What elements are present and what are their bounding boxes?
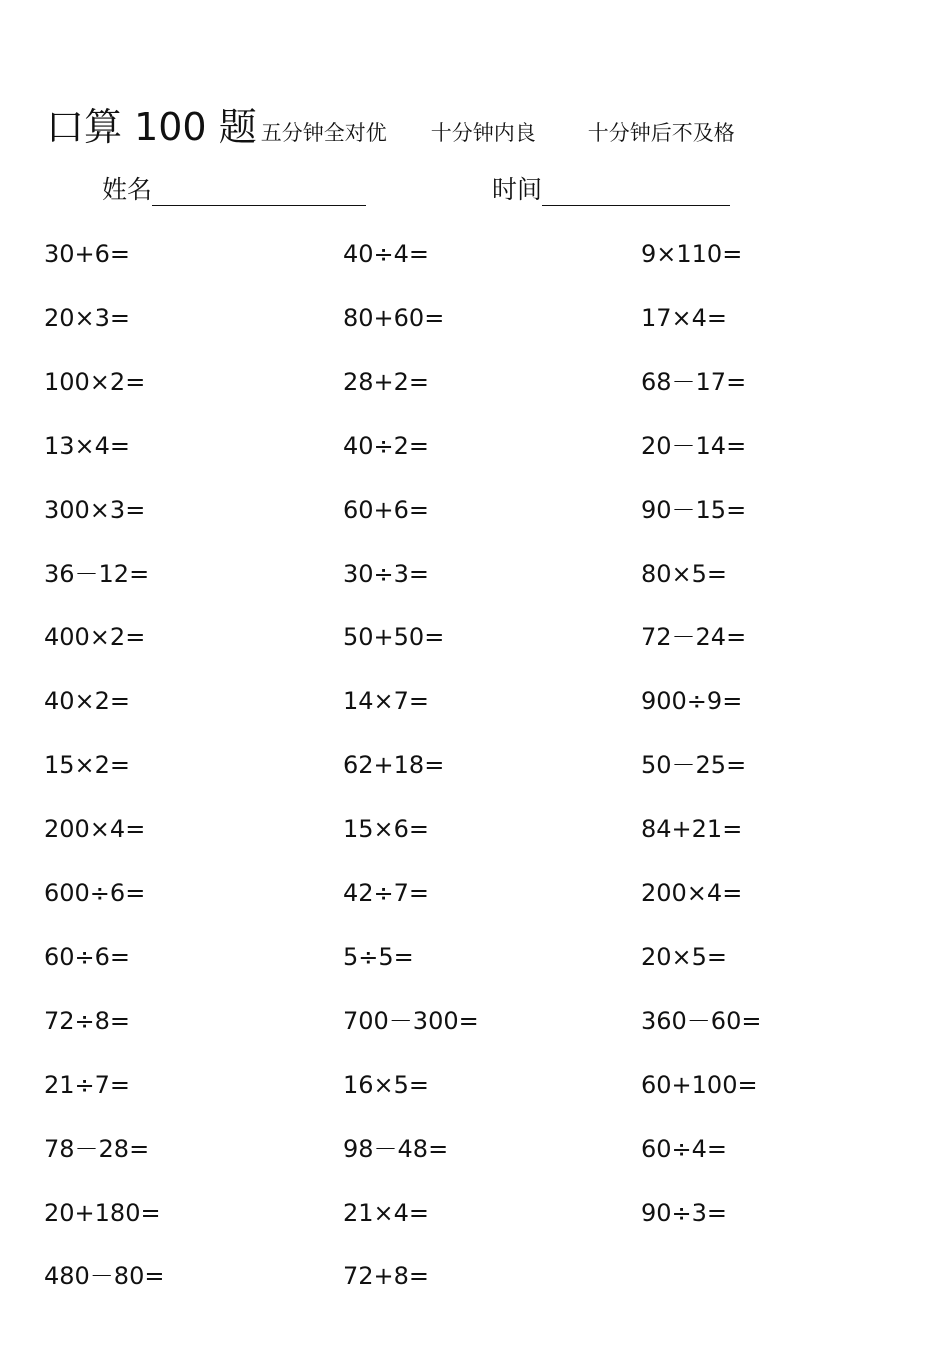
problem-item: 700－300= <box>343 1007 479 1035</box>
time-blank[interactable] <box>542 179 730 206</box>
problem-item: 20×5= <box>641 943 728 971</box>
problem-item: 20+180= <box>44 1199 161 1227</box>
time-field <box>492 170 730 206</box>
problem-item: 80+60= <box>343 304 445 332</box>
problem-item: 100×2= <box>44 368 146 396</box>
problem-item: 72÷8= <box>44 1007 131 1035</box>
problem-item: 50+50= <box>343 623 445 651</box>
problem-item: 60÷4= <box>641 1135 728 1163</box>
problem-item: 68－17= <box>641 368 747 396</box>
problem-item: 90÷3= <box>641 1199 728 1227</box>
problem-item: 9×110= <box>641 240 743 268</box>
problem-item: 98－48= <box>343 1135 449 1163</box>
problem-item: 62+18= <box>343 751 445 779</box>
problem-item: 80×5= <box>641 560 728 588</box>
rule-fail: 十分钟后不及格 <box>587 121 735 145</box>
rule-good: 十分钟内良 <box>430 121 536 145</box>
problem-item: 72+8= <box>343 1262 430 1290</box>
name-field <box>102 170 366 206</box>
problem-item: 20×3= <box>44 304 131 332</box>
problem-item: 30+6= <box>44 240 131 268</box>
problem-item: 72－24= <box>641 623 747 651</box>
problem-item: 360－60= <box>641 1007 762 1035</box>
worksheet-header <box>46 96 735 151</box>
problem-item: 60+6= <box>343 496 430 524</box>
time-label: 时间 <box>492 175 543 204</box>
problem-item: 14×7= <box>343 687 430 715</box>
problem-item: 78－28= <box>44 1135 150 1163</box>
problem-item: 40÷4= <box>343 240 430 268</box>
problem-item: 36－12= <box>44 560 150 588</box>
problem-item: 90－15= <box>641 496 747 524</box>
problem-item: 16×5= <box>343 1071 430 1099</box>
worksheet-title: 口算 100 题 <box>46 105 257 149</box>
problem-item: 900÷9= <box>641 687 743 715</box>
problem-item: 21÷7= <box>44 1071 131 1099</box>
problem-item: 5÷5= <box>343 943 414 971</box>
problem-item: 400×2= <box>44 623 146 651</box>
problem-item: 15×2= <box>44 751 131 779</box>
problem-item: 28+2= <box>343 368 430 396</box>
rule-excellent: 五分钟全对优 <box>260 121 387 145</box>
name-label: 姓名 <box>102 175 153 204</box>
problem-item: 60+100= <box>641 1071 758 1099</box>
problem-item: 300×3= <box>44 496 146 524</box>
problem-item: 480－80= <box>44 1262 165 1290</box>
problem-item: 17×4= <box>641 304 728 332</box>
problem-item: 40÷2= <box>343 432 430 460</box>
problem-item: 21×4= <box>343 1199 430 1227</box>
problem-item: 200×4= <box>641 879 743 907</box>
name-blank[interactable] <box>152 179 366 206</box>
problem-item: 30÷3= <box>343 560 430 588</box>
problem-item: 42÷7= <box>343 879 430 907</box>
problem-item: 84+21= <box>641 815 743 843</box>
problem-item: 40×2= <box>44 687 131 715</box>
problem-item: 20－14= <box>641 432 747 460</box>
problem-item: 200×4= <box>44 815 146 843</box>
problem-item: 50－25= <box>641 751 747 779</box>
problem-item: 600÷6= <box>44 879 146 907</box>
problem-item: 60÷6= <box>44 943 131 971</box>
problem-item: 15×6= <box>343 815 430 843</box>
problem-item: 13×4= <box>44 432 131 460</box>
